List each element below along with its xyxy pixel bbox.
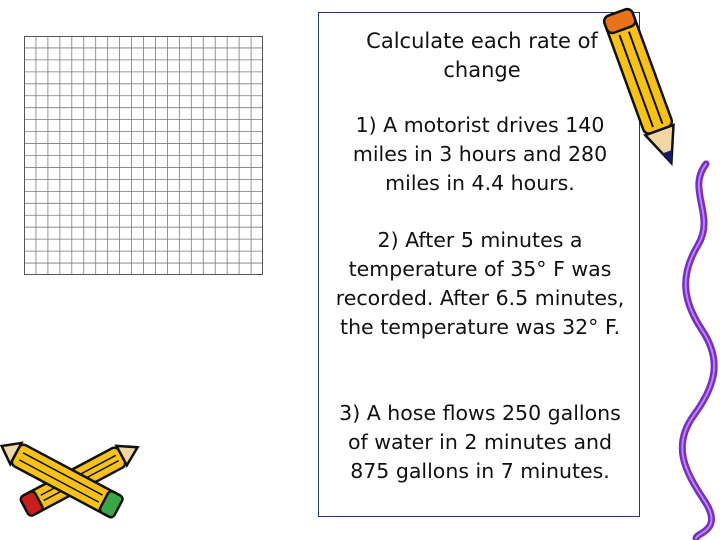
worksheet-title: Calculate each rate of change (366, 29, 598, 82)
problem-1: 1) A motorist drives 140 miles in 3 hours and 280 miles in 4.4 hours. (352, 113, 608, 195)
worksheet-text-box (318, 12, 640, 517)
crossed-pencils-icon (0, 425, 150, 540)
problem-3: 3) A hose flows 250 gallons of water in 2 minutes and 875 gallons in 7 minutes. (339, 401, 621, 483)
pencil-icon (598, 0, 688, 175)
graph-paper-grid (24, 36, 263, 275)
ribbon-decoration (676, 160, 720, 540)
problem-2: 2) After 5 minutes a temperature of 35° F was recorded. After 6.5 minutes, the temperature was 32° F. (335, 228, 625, 339)
